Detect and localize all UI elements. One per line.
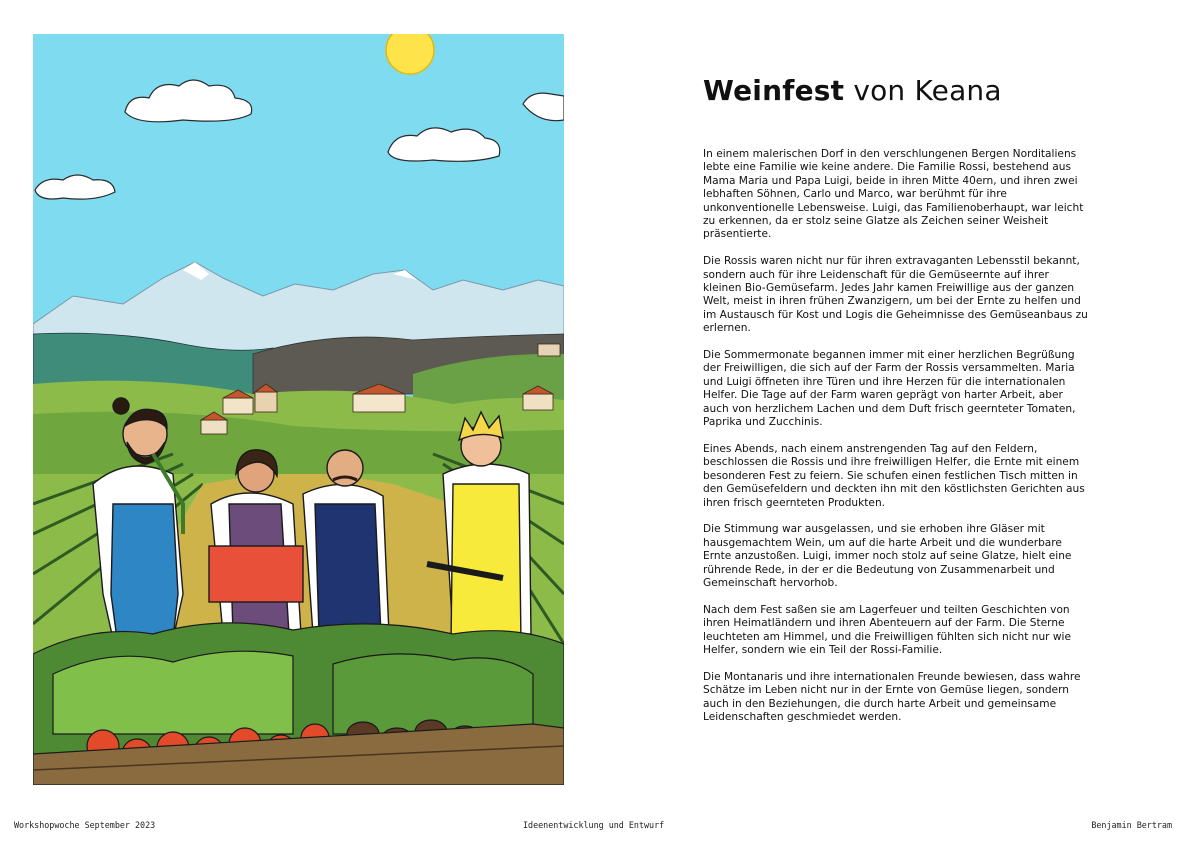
footer-event: Workshopwoche September 2023	[14, 820, 156, 830]
footer-author: Benjamin Bertram	[1091, 820, 1172, 830]
article-body	[703, 148, 1088, 738]
paragraph: Nach dem Fest saßen sie am Lagerfeuer und teilten Geschichten von ihren Heimatländern und ihren Abenteuern auf der Farm. Die Sterne leuchteten am Himmel, und die Freiwilligen fühlten sich nicht nur wie Helfer, sondern wie ein Teil der Rossi-Familie.	[703, 603, 1072, 656]
paragraph: Die Sommermonate begannen immer mit einer herzlichen Begrüßung der Freiwilligen, die sich auf der Farm der Rossis versammelten. Maria und Luigi öffneten ihre Türen und ihre Herzen für die internationalen Helfer. Die Tage auf der Farm waren geprägt von harter Arbeit, aber auch von herzlichem Lachen und dem Duft frisch geernteter Tomaten, Paprika und Zucchinis.	[703, 349, 1076, 429]
vegetable-crate	[33, 623, 564, 785]
red-box	[209, 546, 303, 602]
article-title-bold: Weinfest	[703, 74, 845, 107]
article-title-rest: von Keana	[844, 74, 1002, 107]
paragraph: Eines Abends, nach einem anstrengenden Tag auf den Feldern, beschlossen die Rossis und ihre freiwilligen Helfer, die Ernte mit einem besonderen Fest zu feiern. Sie schufen einen festlichen Tisch mitten in den Gemüsefeldern und deckten ihn mit den köstlichsten Gerichten aus ihren frisch geernteten Produkten.	[703, 442, 1085, 509]
paragraph: Die Rossis waren nicht nur für ihren extravaganten Lebensstil bekannt, sondern auch für ihre Leidenschaft für die Gemüseernte auf ihrer kleinen Bio-Gemüsefarm. Jedes Jahr kamen Freiwillige aus der ganzen Welt, meist in ihren frühen Zwanzigern, um bei der Ernte zu helfen und im Austausch für Kost und Logis die Geheimnisse des Gemüseanbaus zu erlernen.	[703, 255, 1088, 335]
paragraph: Die Stimmung war ausgelassen, und sie erhoben ihre Gläser mit hausgemachtem Wein, um auf die harte Arbeit und die wunderbare Ernte anzustoßen. Luigi, immer noch stolz auf seine Glatze, hielt eine rührende Rede, in der er die Bedeutung von Zusammenarbeit und Gemeinschaft hervorhob.	[703, 523, 1072, 589]
farm-illustration	[33, 34, 564, 785]
paragraph: In einem malerischen Dorf in den verschlungenen Bergen Norditaliens lebte eine Familie wie keine andere. Die Familie Rossi, bestehend aus Mama Maria und Papa Luigi, beide in ihren Mitte 40ern, und ihren zwei lebhaften Söhnen, Carlo und Marco, war berühmt für ihre unkonventionelle Lebensweise. Luigi, das Familienoberhaupt, war leicht zu erkennen, da er stolz seine Glatze als Zeichen seiner Weisheit präsentierte.	[703, 148, 1084, 241]
sun	[386, 34, 434, 74]
paragraph: Die Montanaris und ihre internationalen Freunde bewiesen, dass wahre Schätze im Leben nicht nur in der Ernte von Gemüse liegen, sondern auch in den Beziehungen, die durch harte Arbeit und gemeinsame Leidenschaften geschmiedet werden.	[703, 670, 1081, 723]
footer-course: Ideenentwicklung und Entwurf	[523, 820, 665, 830]
article-title	[703, 74, 1002, 107]
farm-illustration-drawing	[33, 34, 564, 785]
